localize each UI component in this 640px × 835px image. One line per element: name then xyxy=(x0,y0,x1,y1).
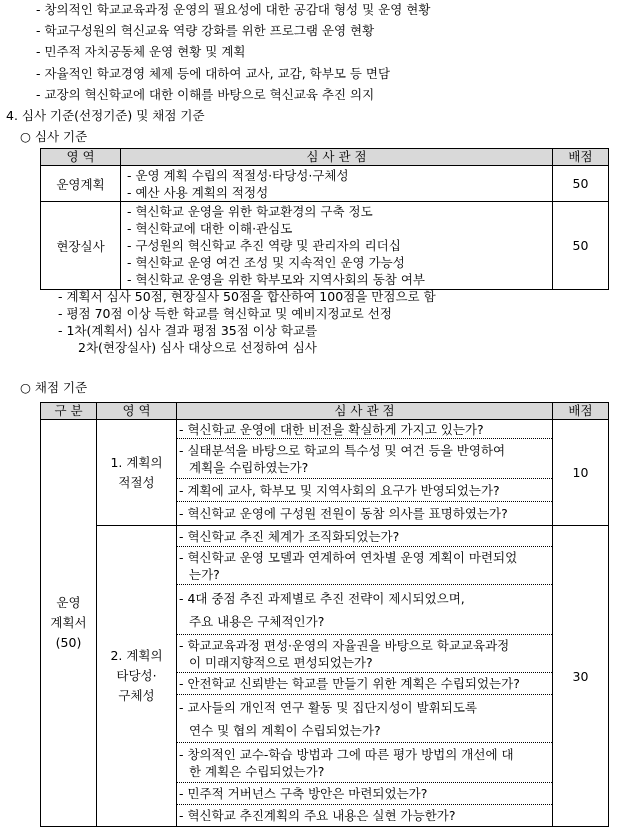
table-row xyxy=(41,166,609,202)
area-line: 2. 계획의 xyxy=(110,648,163,663)
area-line: 구체성 xyxy=(118,688,155,703)
note-item: - 계획서 심사 50점, 현장실사 50점을 합산하여 100점을 만점으로 함 xyxy=(58,289,436,304)
criteria-item: - 혁신학교 추진 체계가 조직화되었는가? xyxy=(179,528,400,544)
criteria-cell xyxy=(121,166,553,202)
criteria-item: - 민주적 거버넌스 구축 방안은 마련되었는가? xyxy=(179,786,428,801)
criteria-cell xyxy=(177,420,553,439)
table-row xyxy=(41,526,609,547)
criteria-cell xyxy=(121,202,553,290)
criteria-item: - 혁신학교 추진계획의 주요 내용은 실현 가능한가? xyxy=(179,808,456,823)
table-header-row xyxy=(41,403,609,420)
area-line: 1. 계획의 xyxy=(110,454,163,470)
header-area: 영 역 xyxy=(41,149,121,166)
criteria-item: - 혁신학교 운영을 위한 학교환경의 구축 정도 xyxy=(127,204,373,219)
criteria-item: - 구성원의 혁신학교 추진 역량 및 관리자의 리더십 xyxy=(127,238,401,253)
note-item: - 평점 70점 이상 득한 학교를 혁신학교 및 예비지정교로 선정 xyxy=(58,306,392,321)
criteria-cell xyxy=(177,673,553,695)
area-cell xyxy=(97,420,177,526)
intro-item: - 학교구성원의 혁신교육 역량 강화를 위한 프로그램 운영 현황 xyxy=(36,23,375,38)
scoring-heading: ○ 채점 기준 xyxy=(20,380,88,395)
criteria-cell xyxy=(177,743,553,783)
intro-item: - 창의적인 학교교육과정 운영의 필요성에 대한 공감대 형성 및 운영 현황 xyxy=(36,2,431,17)
header-criteria: 심 사 관 점 xyxy=(121,149,553,166)
header-area: 영 역 xyxy=(97,403,177,420)
scoring-criteria-table xyxy=(40,402,609,827)
criteria-item: 한 계획은 수립되었는가? xyxy=(189,763,325,779)
category-line: 운영 xyxy=(56,595,81,610)
criteria-item: - 학교교육과정 편성·운영의 자율권을 바탕으로 학교교육과정 xyxy=(179,637,510,653)
criteria-item: - 계획에 교사, 학부모 및 지역사회의 요구가 반영되었는가? xyxy=(179,482,500,498)
criteria-item: - 운영 계획 수립의 적절성·타당성·구체성 xyxy=(127,167,349,183)
criteria-item: - 혁신학교 운영을 위한 학부모와 지역사회의 동참 여부 xyxy=(127,272,425,287)
criteria-item: - 혁신학교 운영에 구성원 전원이 동참 의사를 표명하였는가? xyxy=(179,506,508,521)
area-cell: 운영계획 xyxy=(41,166,121,202)
area-cell: 현장실사 xyxy=(41,202,121,290)
criteria-cell xyxy=(177,783,553,805)
criteria-cell xyxy=(177,526,553,547)
category-cell xyxy=(41,420,97,827)
score-cell: 50 xyxy=(553,202,609,290)
criteria-item: 이 미래지향적으로 편성되었는가? xyxy=(189,654,373,670)
criteria-cell xyxy=(177,502,553,526)
intro-item: - 자율적인 학교경영 체제 등에 대하여 교사, 교감, 학부모 등 면담 xyxy=(36,66,391,81)
criteria-item: - 창의적인 교수-학습 방법과 그에 따른 평가 방법의 개선에 대 xyxy=(179,746,514,762)
score-cell: 30 xyxy=(553,526,609,827)
criteria-cell xyxy=(177,547,553,585)
area-line: 타당성· xyxy=(116,668,157,683)
criteria-item: 는가? xyxy=(189,566,220,582)
criteria-cell xyxy=(177,585,553,635)
category-line: (50) xyxy=(55,635,82,650)
score-cell: 50 xyxy=(553,166,609,202)
section-title: 4. 심사 기준(선정기준) 및 채점 기준 xyxy=(6,108,205,123)
criteria-cell xyxy=(177,479,553,502)
table-row xyxy=(41,202,609,290)
criteria-item: - 혁신학교에 대한 이해·관심도 xyxy=(127,221,293,236)
criteria-item: - 4대 중점 추진 과제별로 추진 전략이 제시되었으며, xyxy=(179,590,465,606)
header-score: 배점 xyxy=(553,149,609,166)
intro-item: - 교장의 혁신학교에 대한 이해를 바탕으로 혁신교육 추진 의지 xyxy=(36,87,375,102)
header-category: 구 분 xyxy=(41,403,97,420)
area-cell xyxy=(97,526,177,827)
table-row xyxy=(41,420,609,439)
score-cell: 10 xyxy=(553,420,609,526)
header-criteria: 심 사 관 점 xyxy=(177,403,553,420)
criteria-item: 연수 및 협의 계획이 수립되었는가? xyxy=(189,722,381,738)
criteria-item: - 안전학교 신뢰받는 학교를 만들기 위한 계획은 수립되었는가? xyxy=(179,676,520,691)
criteria-item: - 혁신학교 운영에 대한 비전을 확실하게 가지고 있는가? xyxy=(179,421,484,437)
criteria-item: - 혁신학교 운영 여건 조성 및 지속적인 운영 가능성 xyxy=(127,255,405,270)
criteria-item: 계획을 수립하였는가? xyxy=(189,459,309,475)
header-score: 배점 xyxy=(553,403,609,420)
review-heading: ○ 심사 기준 xyxy=(20,129,88,144)
table-header-row xyxy=(41,149,609,166)
note-item: 2차(현장실사) 심사 대상으로 선정하여 심사 xyxy=(78,340,317,355)
note-item: - 1차(계획서) 심사 결과 평점 35점 이상 학교를 xyxy=(58,323,318,338)
criteria-cell xyxy=(177,805,553,827)
area-line: 적절성 xyxy=(118,474,155,490)
criteria-item: - 예산 사용 계획의 적정성 xyxy=(127,184,269,200)
criteria-cell xyxy=(177,695,553,743)
criteria-item: - 혁신학교 운영 모델과 연계하여 연차별 운영 계획이 마련되었 xyxy=(179,549,518,565)
criteria-item: - 교사들의 개인적 연구 활동 및 집단지성이 발휘되도록 xyxy=(179,699,477,715)
criteria-item: - 실태분석을 바탕으로 학교의 특수성 및 여건 등을 반영하여 xyxy=(179,442,506,458)
intro-item: - 민주적 자치공동체 운영 현황 및 계획 xyxy=(36,44,246,59)
criteria-cell xyxy=(177,439,553,479)
review-notes xyxy=(58,288,436,356)
criteria-cell xyxy=(177,635,553,673)
criteria-item: 주요 내용은 구체적인가? xyxy=(189,613,325,629)
category-line: 계획서 xyxy=(50,615,87,630)
review-criteria-table xyxy=(40,148,609,290)
